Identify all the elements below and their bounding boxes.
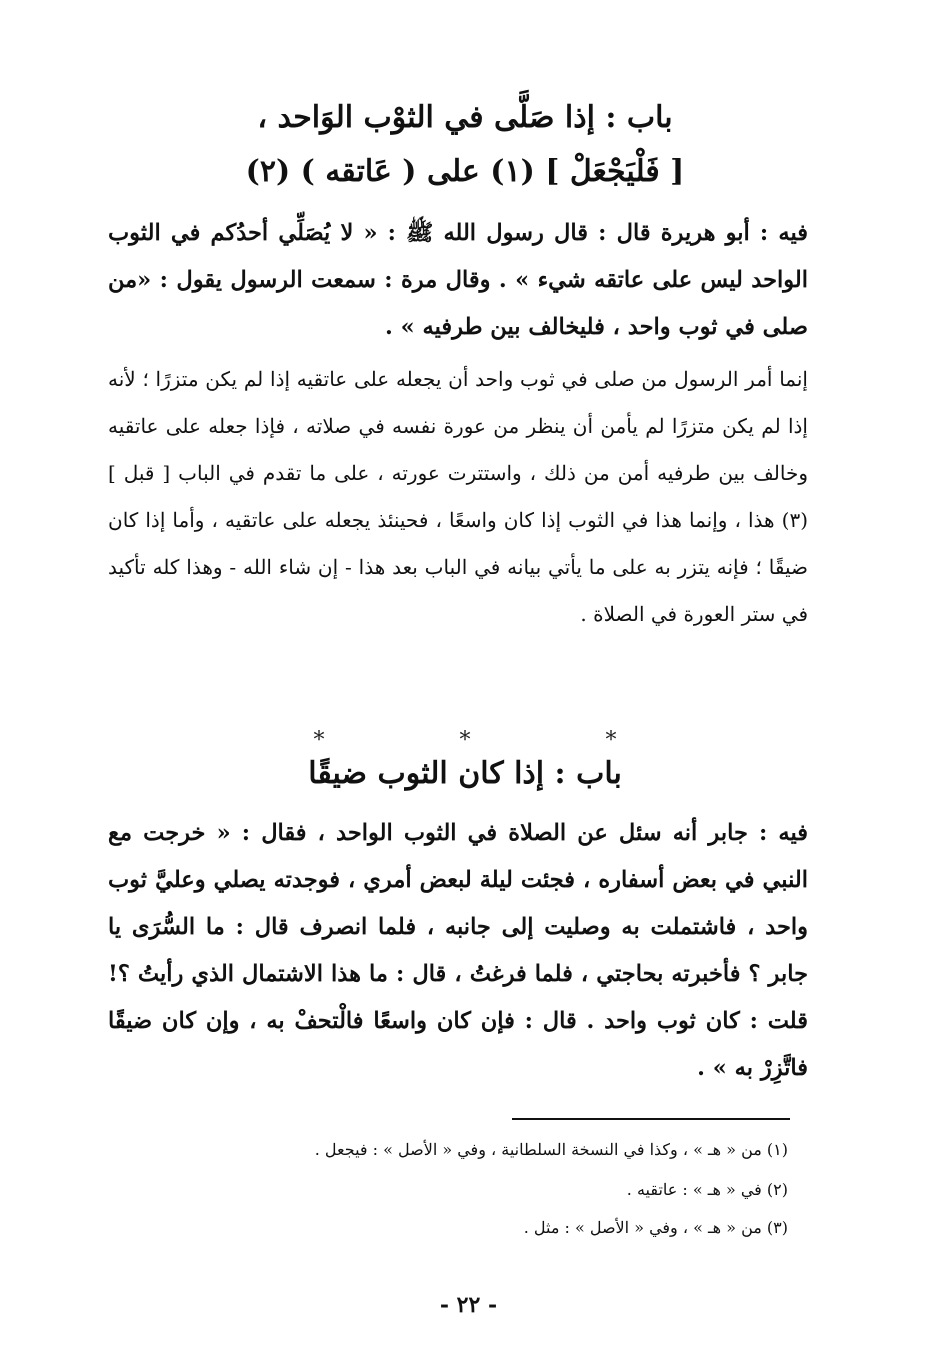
section1-hadith: فيه : أبو هريرة قال : قال رسول الله ﷺ : « لا يُصَلِّي أحدُكم في الثوب الواحد ليس على عاتقه شيء » . وقال مرة : سمعت الرسول يقول : «من صلى في ثوب واحد ، فليخالف بين طرفيه » . [108,220,808,340]
footnote-2: (٢) في « هـ » : عاتقيه . [626,1180,788,1199]
section1-title: باب : إذا صَلَّى في الثوْب الوَاحد ، [257,100,673,135]
page-number: - ٢٢ - [439,1292,498,1318]
footnote-1: (١) من « هـ » ، وكذا في النسخة السلطانية ، وفي « الأصل » : فيجعل . [314,1140,788,1159]
section2-hadith: فيه : جابر أنه سئل عن الصلاة في الثوب الواحد ، فقال : « خرجت مع النبي في بعض أسفاره ، فجئت ليلة لبعض أمري ، فوجدته يصلي وعليَّ ثوب واحد ، فاشتملت به وصليت إلى جانبه ، فلما انصرف قال : ما السُّرَى يا جابر ؟ فأخبرته بحاجتي ، فلما فرغتُ ، قال : ما هذا الاشتمال الذي رأيتُ ؟! قلت : كان ثوب واحد . قال : فإن كان واسعًا فالْتحفْ به ، وإن كان ضيقًا فاتَّزِرْ به » . [108,820,808,1081]
footnote-3: (٣) من « هـ » ، وفي « الأصل » : مثل . [523,1218,788,1237]
footnote-rule [512,1118,790,1120]
section2-title: باب : إذا كان الثوب ضيقًا [308,756,622,791]
section1-commentary: إنما أمر الرسول من صلى في ثوب واحد أن يجعله على عاتقيه إذا لم يكن متزرًا ؛ لأنه إذا لم يكن متزرًا لم يأمن أن ينظر من عورة نفسه في صلاته ، فإذا جعله على عاتقيه وخالف بين طرفيه أمن من ذلك ، واستترت عورته ، على ما تقدم في الباب [ قبل ] (٣) هذا ، وإنما هذا في الثوب إذا كان واسعًا ، فحينئذ يجعله على عاتقيه ، وأما إذا كان ضيقًا ؛ فإنه يتزر به على ما يأتي بيانه في الباب بعد هذا - إن شاء الله - وهذا كله تأكيد في ستر العورة في الصلاة . [108,367,808,626]
section-divider: * * * [313,728,681,753]
section1-subtitle: [ فَلْيَجْعَلْ ] (١) على ( عَاتقه ) (٢) [245,154,685,189]
